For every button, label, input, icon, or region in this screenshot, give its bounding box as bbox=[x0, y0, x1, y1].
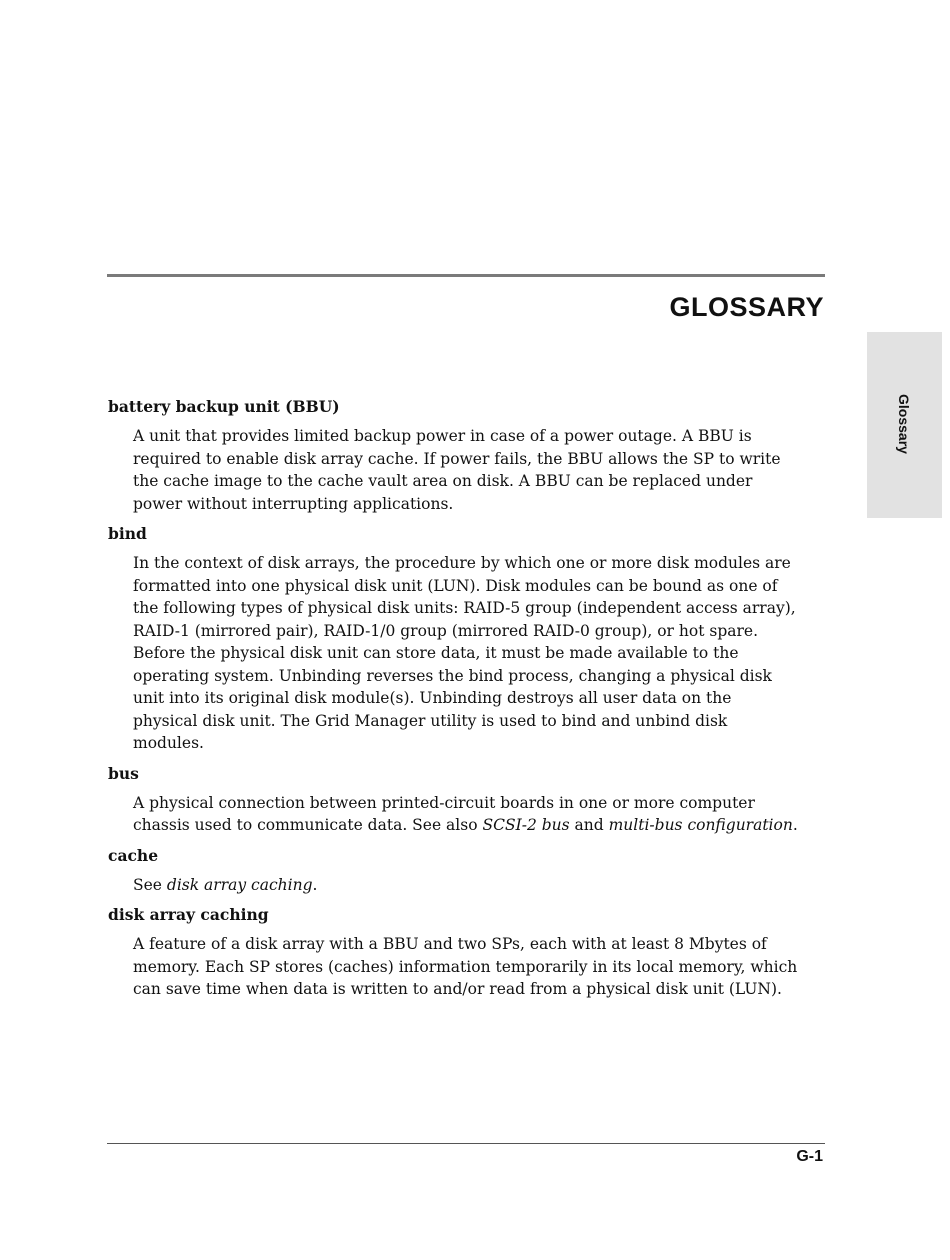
definition-text: and bbox=[569, 816, 609, 834]
glossary-entry-bbu bbox=[108, 396, 798, 515]
chapter-title: GLOSSARY bbox=[669, 292, 824, 322]
cross-reference-scsi-2-bus: SCSI-2 bus bbox=[482, 816, 570, 834]
entry-term: battery backup unit (BBU) bbox=[108, 397, 340, 416]
entry-definition bbox=[133, 792, 798, 837]
definition-text: See bbox=[133, 875, 167, 894]
glossary-entry-bind bbox=[108, 523, 798, 755]
cross-reference-disk-array-caching: disk array caching bbox=[166, 875, 313, 894]
entry-definition bbox=[133, 874, 798, 897]
top-rule bbox=[107, 274, 825, 277]
side-tab bbox=[867, 332, 942, 518]
entry-definition: A feature of a disk array with a BBU and two SPs, each with at least 8 Mbytes of memory. Each SP stores (caches) information temporarily in its local memory, which can save time when data is written to and/or read from a physical disk unit (LUN). bbox=[133, 935, 798, 998]
definition-text: . bbox=[312, 875, 318, 894]
entry-definition: In the context of disk arrays, the procedure by which one or more disk modules are formatted into one physical disk unit (LUN). Disk modules can be bound as one of the following types of physical disk units: RAID-5 group (independent access array), RAID-1 (mirrored pair), RAID-1/0 group (mirrored RAID-0 group), or hot spare. Before the physical disk unit can store data, it must be made available to the operating system. Unbinding reverses the bind process, changing a physical disk unit into its original disk module(s). Unbinding destroys all user data on the physical disk unit. The Grid Manager utility is used to bind and unbind disk modules. bbox=[133, 554, 796, 752]
glossary-entry-cache bbox=[108, 845, 798, 897]
bottom-rule bbox=[107, 1143, 825, 1144]
entry-term: bus bbox=[108, 763, 139, 783]
side-tab-label: Glossary bbox=[896, 394, 912, 454]
entry-term: bind bbox=[108, 524, 147, 543]
entry-term: cache bbox=[108, 845, 159, 865]
glossary-entry-bus bbox=[108, 763, 798, 837]
definition-text: A physical connection between printed-circuit boards in one or more computer chassis used to communicate data. See also bbox=[133, 793, 755, 834]
entry-definition: A unit that provides limited backup power in case of a power outage. A BBU is required to enable disk array cache. If power fails, the BBU allows the SP to write the cache image to the cache vault area on disk. A BBU can be replaced under power without interrupting applications. bbox=[133, 427, 781, 513]
entry-term: disk array caching bbox=[108, 905, 269, 924]
page-number: G-1 bbox=[796, 1148, 823, 1165]
glossary-entries bbox=[108, 396, 798, 1009]
cross-reference-multi-bus-configuration: multi-bus configuration bbox=[608, 816, 793, 834]
definition-text: . bbox=[792, 816, 798, 834]
glossary-entry-disk-array-caching bbox=[108, 904, 798, 1001]
